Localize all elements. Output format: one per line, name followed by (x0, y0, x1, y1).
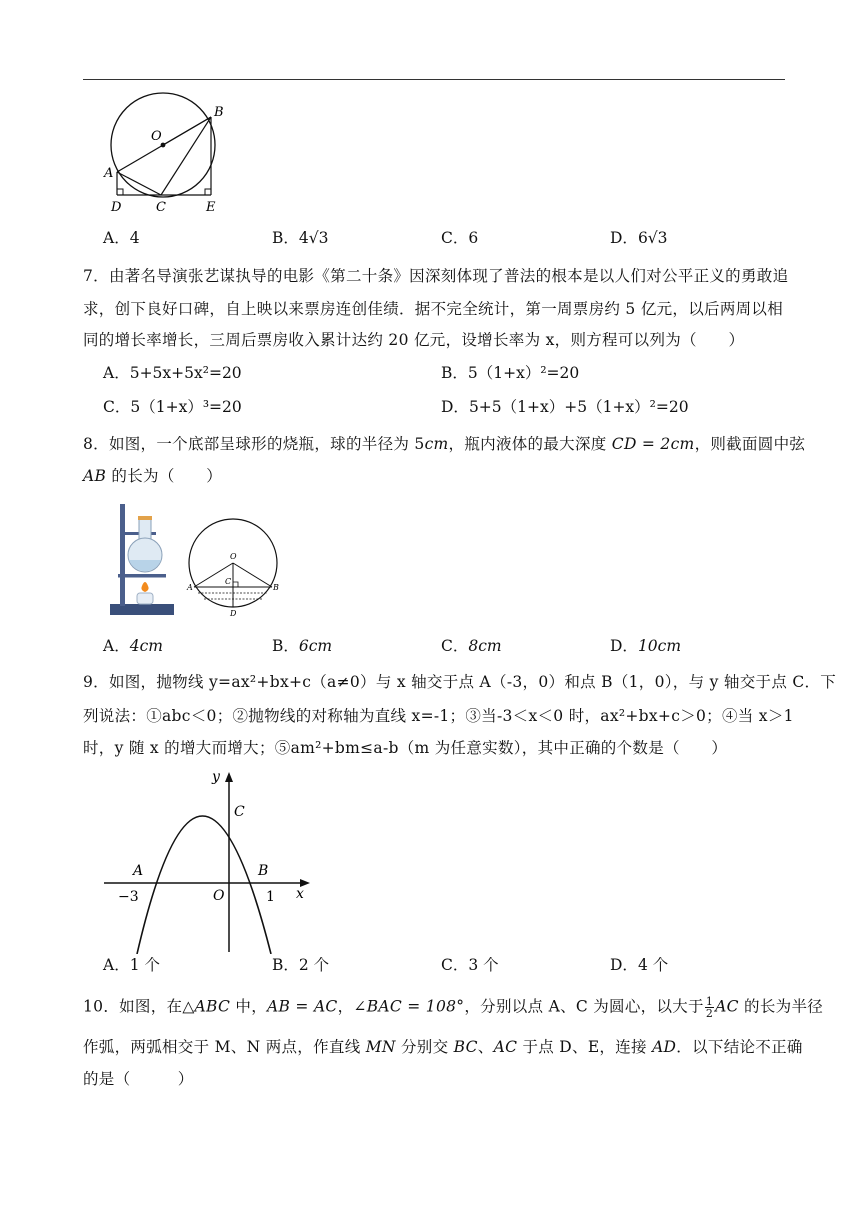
label-O: O (151, 129, 162, 144)
header-rule (83, 79, 785, 80)
q7-option-c: C．5（1+x）³=20 (103, 398, 242, 416)
q8-option-d: D．10cm (610, 637, 682, 655)
flask-apparatus-figure (106, 500, 186, 618)
q6-circle-figure (100, 92, 230, 218)
label-C: C (234, 804, 245, 820)
label-E: E (206, 200, 216, 215)
label-O: O (230, 552, 237, 561)
parabola-graph (100, 764, 315, 954)
y-axis-label: y (212, 769, 220, 785)
label-C: C (225, 577, 232, 586)
q9-option-c: C．3 个 (441, 956, 499, 974)
q10-line-2: 作弧，两弧相交于 M、N 两点，作直线 MN 分别交 BC、AC 于点 D、E，连接 AD．以下结论不正确 (83, 1038, 803, 1056)
label-O: O (213, 888, 225, 904)
q8-option-c: C．8cm (441, 637, 502, 655)
q8-circle-figure (186, 518, 282, 618)
q6-option-c: C．6 (441, 229, 479, 247)
q6-option-d: D．6√3 (610, 229, 668, 247)
q6-option-a: A．4 (103, 229, 140, 247)
q7-option-b: B．5（1+x）²=20 (441, 364, 580, 382)
q8-line-2: AB 的长为（ ） (83, 467, 223, 485)
label-D: D (230, 609, 237, 618)
fraction-one-half: $\frac{1}{2}$ (705, 995, 714, 1020)
q8-option-a: A．4cm (103, 637, 163, 655)
q9-line-2: 列说法：①abc＜0；②抛物线的对称轴为直线 x=-1；③当-3＜x＜0 时，ax²+bx+c＞0；④当 x＞1 (83, 707, 794, 725)
label-B: B (214, 105, 224, 120)
q9-option-b: B．2 个 (272, 956, 330, 974)
label-C: C (156, 200, 166, 215)
q9-option-a: A．1 个 (103, 956, 160, 974)
tick-1: 1 (266, 889, 275, 905)
label-A: A (104, 166, 114, 181)
label-A: A (187, 583, 193, 592)
q9-option-d: D．4 个 (610, 956, 669, 974)
label-A: A (133, 863, 144, 879)
q10-line-3: 的是（ ） (83, 1070, 194, 1088)
q7-line-2: 求，创下良好口碑，自上映以来票房连创佳绩．据不完全统计，第一周票房约 5 亿元，以后两周以相 (83, 300, 784, 318)
q8-option-b: B．6cm (272, 637, 333, 655)
q8-line-1: 8．如图，一个底部呈球形的烧瓶，球的半径为 5cm，瓶内液体的最大深度 CD = 2cm，则截面圆中弦 (83, 435, 806, 453)
label-B: B (258, 863, 269, 879)
q7-line-3: 同的增长率增长，三周后票房收入累计达约 20 亿元，设增长率为 x，则方程可以列为（ ） (83, 331, 745, 349)
label-D: D (111, 200, 122, 215)
q7-line-1: 7．由著名导演张艺谋执导的电影《第二十条》因深刻体现了普法的根本是以人们对公平正义的勇敢追 (83, 267, 789, 285)
q9-line-3: 时，y 随 x 的增大而增大；⑤am²+bm≤a-b（m 为任意实数），其中正确的个数是（ ） (83, 739, 728, 757)
q10-line-1: 10．如图，在△ABC 中，AB = AC，∠BAC = 108°，分别以点 A、C 为圆心，以大于 $\frac{1}{2}$ AC 的长为半径 (83, 995, 824, 1020)
q6-option-b: B．4√3 (272, 229, 329, 247)
tick-neg3: −3 (118, 889, 139, 905)
label-B: B (273, 583, 279, 592)
q9-line-1: 9．如图，抛物线 y=ax²+bx+c（a≠0）与 x 轴交于点 A（-3，0）和点 B（1，0），与 y 轴交于点 C．下 (83, 673, 837, 691)
q7-option-d: D．5+5（1+x）+5（1+x）²=20 (441, 398, 689, 416)
q7-option-a: A．5+5x+5x²=20 (103, 364, 242, 382)
x-axis-label: x (296, 886, 304, 902)
